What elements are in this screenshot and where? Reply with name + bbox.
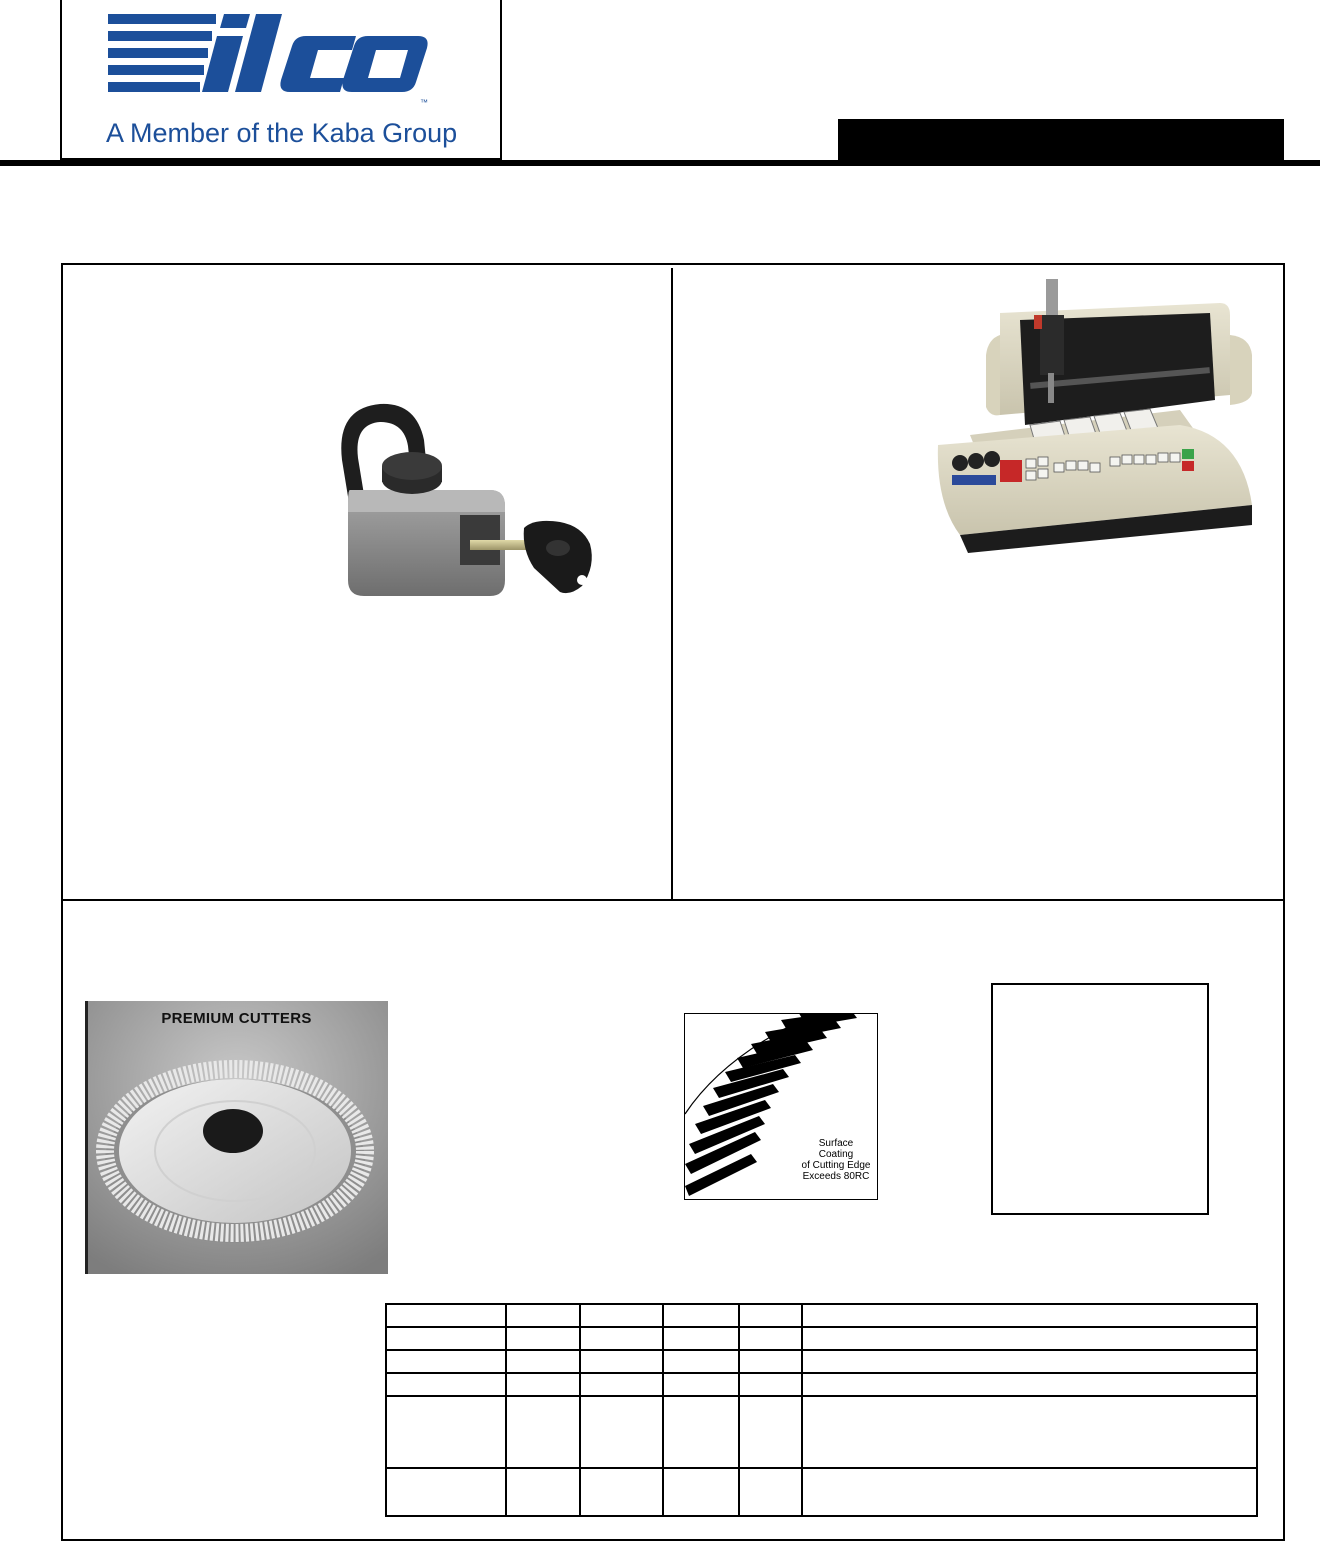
table-cell <box>580 1373 664 1396</box>
table-cell <box>386 1350 506 1373</box>
table-cell <box>386 1327 506 1350</box>
table-cell <box>739 1373 802 1396</box>
trademark-symbol: ™ <box>420 98 428 106</box>
table-cell <box>663 1350 739 1373</box>
table-cell <box>580 1396 664 1468</box>
table-cell <box>580 1350 664 1373</box>
table-row <box>386 1304 1257 1327</box>
table-cell <box>802 1304 1257 1327</box>
caption-line: Exceeds 80RC <box>802 1171 870 1182</box>
table-cell <box>386 1304 506 1327</box>
table-cell <box>663 1327 739 1350</box>
table-cell <box>580 1468 664 1516</box>
table-cell <box>802 1350 1257 1373</box>
table-cell <box>802 1373 1257 1396</box>
table-cell <box>802 1468 1257 1516</box>
table-row <box>386 1327 1257 1350</box>
engraving-machine-product-image <box>930 275 1258 553</box>
table-cell <box>739 1304 802 1327</box>
caption-line: of Cutting Edge <box>801 1160 871 1171</box>
premium-cutters-heading: PREMIUM CUTTERS <box>161 1010 312 1027</box>
table-cell <box>739 1396 802 1468</box>
table-cell <box>580 1327 664 1350</box>
table-cell <box>663 1304 739 1327</box>
table-cell <box>386 1373 506 1396</box>
table-cell <box>506 1304 580 1327</box>
coating-caption <box>798 1138 874 1182</box>
table-cell <box>506 1396 580 1468</box>
table-cell <box>663 1373 739 1396</box>
table-cell <box>506 1350 580 1373</box>
column-divider <box>671 268 673 900</box>
premium-cutter-photo <box>85 1001 388 1274</box>
table-cell <box>739 1350 802 1373</box>
table-cell <box>663 1396 739 1468</box>
specification-table <box>385 1303 1258 1517</box>
table-cell <box>506 1373 580 1396</box>
key-holder-product-image <box>320 400 625 615</box>
table-cell <box>506 1327 580 1350</box>
table-cell <box>739 1468 802 1516</box>
header-title-bar <box>838 119 1284 163</box>
table-row <box>386 1396 1257 1468</box>
table-cell <box>386 1396 506 1468</box>
ilco-logo <box>106 10 436 106</box>
table-row <box>386 1468 1257 1516</box>
caption-line: Surface <box>818 1138 854 1149</box>
table-row <box>386 1350 1257 1373</box>
table-cell <box>580 1304 664 1327</box>
header-rule <box>0 160 1320 166</box>
table-row <box>386 1373 1257 1396</box>
logo-tagline: A Member of the Kaba Group <box>106 118 458 148</box>
table-cell <box>802 1396 1257 1468</box>
logo-box <box>60 0 502 160</box>
table-cell <box>739 1327 802 1350</box>
caption-line: Coating <box>818 1149 854 1160</box>
table-cell <box>506 1468 580 1516</box>
table-cell <box>802 1327 1257 1350</box>
blank-info-box <box>991 983 1209 1215</box>
table-cell <box>663 1468 739 1516</box>
section-divider <box>61 899 1285 901</box>
table-cell <box>386 1468 506 1516</box>
